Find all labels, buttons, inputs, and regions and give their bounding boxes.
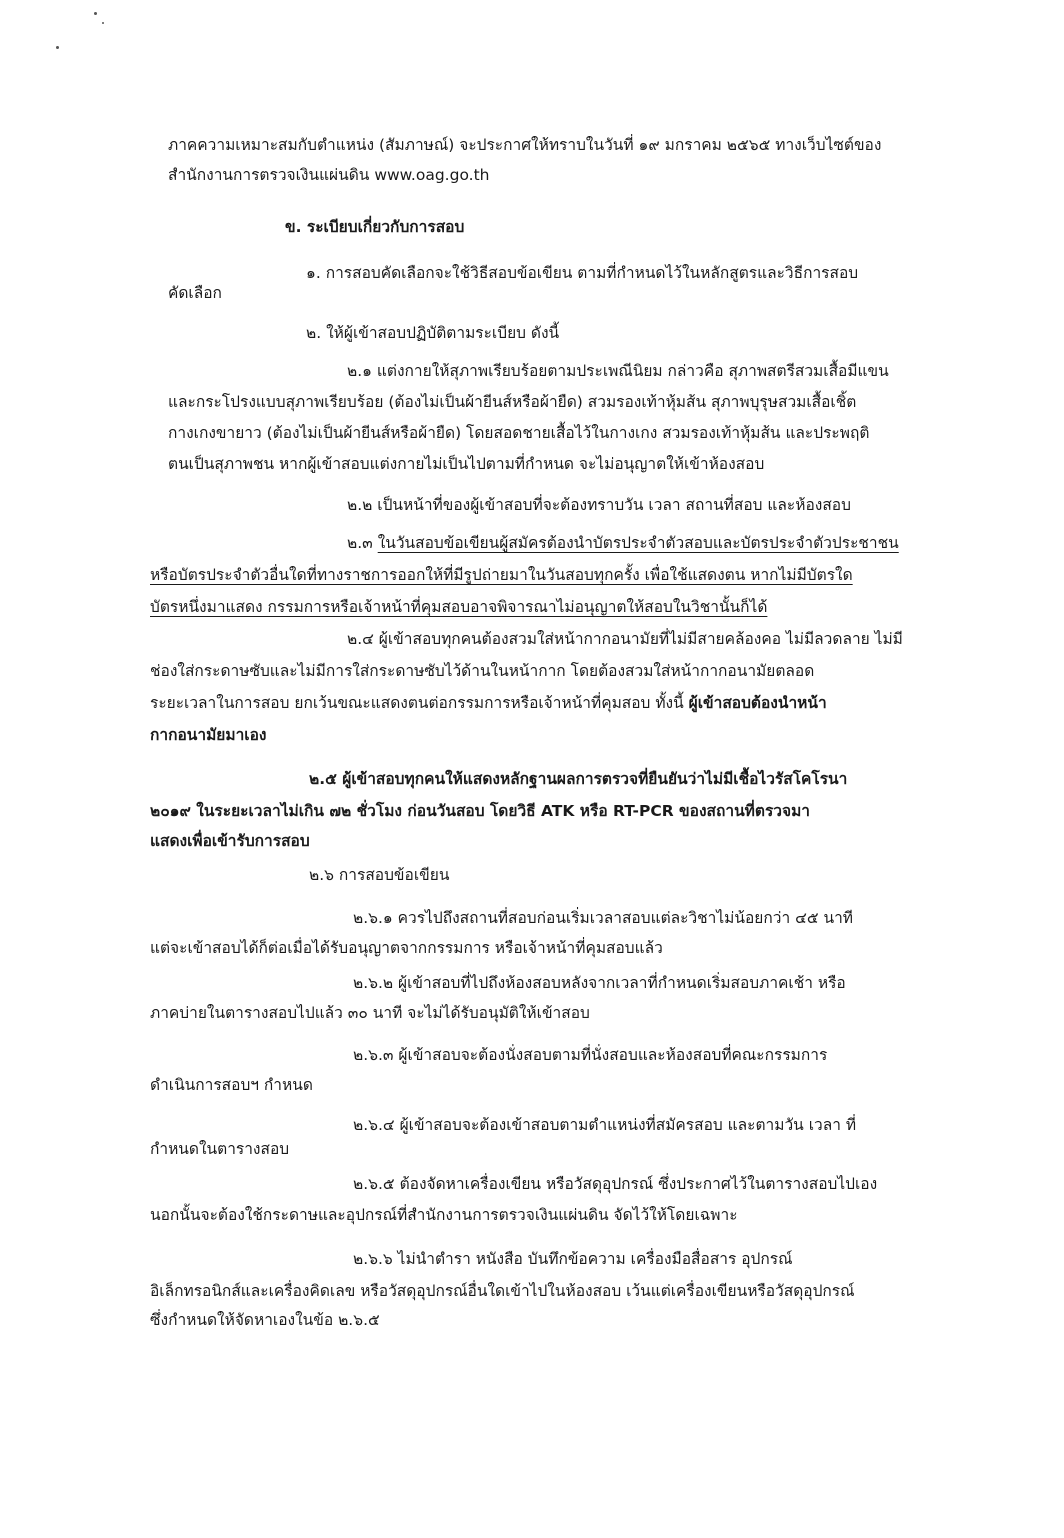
intro-text-1: ภาคความเหมาะสมกับตำแหน่ง (สัมภาษณ์) จะประกาศให้ทราบในวันที่ ๑๙ มกราคม ๒๕๖๕ ทางเว็บไซต์ของ <box>168 136 882 154</box>
rule-2-4-line-2: ช่องใส่กระดาษซับและไม่มีการใส่กระดาษซับไว้ด้านในหน้ากาก โดยต้องสวมใส่หน้ากากอนามัยตลอด <box>150 662 815 680</box>
item-2-heading: ๒. ให้ผู้เข้าสอบปฏิบัติตามระเบียบ ดังนี้ <box>306 324 560 342</box>
rule-2-6-6-line-2: อิเล็กทรอนิกส์และเครื่องคิดเลข หรือวัสดุอุปกรณ์อื่นใดเข้าไปในห้องสอบ เว้นแต่เครื่องเขียนหรือวัสดุอุปกรณ์ <box>150 1282 855 1300</box>
rule-2-4-text-3a: ระยะเวลาในการสอบ ยกเว้นขณะแสดงตนต่อกรรมการหรือเจ้าหน้าที่คุมสอบ ทั้งนี้ <box>150 694 684 712</box>
rule-2-6-5-line-1: ๒.๖.๕ ต้องจัดหาเครื่องเขียน หรือวัสดุอุปกรณ์ ซึ่งประกาศไว้ในตารางสอบไปเอง <box>353 1175 878 1193</box>
rule-2-6-1-line-2: แต่จะเข้าสอบได้ก็ต่อเมื่อได้รับอนุญาตจากกรรมการ หรือเจ้าหน้าที่คุมสอบแล้ว <box>150 939 663 957</box>
rule-2-3-line-1 <box>347 528 899 558</box>
intro-line-1 <box>168 130 940 160</box>
rule-2-6-1-line-1: ๒.๖.๑ ควรไปถึงสถานที่สอบก่อนเริ่มเวลาสอบแต่ละวิชาไม่น้อยกว่า ๔๕ นาที <box>353 909 854 927</box>
rule-2-4-line-1: ๒.๔ ผู้เข้าสอบทุกคนต้องสวมใส่หน้ากากอนามัยที่ไม่มีสายคล้องคอ ไม่มีลวดลาย ไม่มี <box>347 630 903 648</box>
rule-2-6-3-line-1: ๒.๖.๓ ผู้เข้าสอบจะต้องนั่งสอบตามที่นั่งสอบและห้องสอบที่คณะกรรมการ <box>353 1046 828 1064</box>
rule-2-6-2-line-2: ภาคบ่ายในตารางสอบไปแล้ว ๓๐ นาที จะไม่ได้รับอนุมัติให้เข้าสอบ <box>150 1004 590 1022</box>
rule-2-3-line-3: บัตรหนึ่งมาแสดง กรรมการหรือเจ้าหน้าที่คุมสอบอาจพิจารณาไม่อนุญาตให้สอบในวิชานั้นก็ได้ <box>150 598 768 616</box>
rule-2-5-line-1: ๒.๕ ผู้เข้าสอบทุกคนให้แสดงหลักฐานผลการตรวจที่ยืนยันว่าไม่มีเชื้อไวรัสโคโรนา <box>309 770 848 788</box>
rule-2-6-4-line-1: ๒.๖.๔ ผู้เข้าสอบจะต้องเข้าสอบตามตำแหน่งที่สมัครสอบ และตามวัน เวลา ที่ <box>353 1116 857 1134</box>
scan-speck <box>102 22 104 24</box>
rule-2-1-line-3: กางเกงขายาว (ต้องไม่เป็นผ้ายีนส์หรือผ้ายืด) โดยสอดชายเสื้อไว้ในกางเกง สวมรองเท้าหุ้มส้น และประพฤติ <box>168 424 870 442</box>
scan-speck <box>56 46 59 49</box>
rule-2-2-line-1: ๒.๒ เป็นหน้าที่ของผู้เข้าสอบที่จะต้องทราบวัน เวลา สถานที่สอบ และห้องสอบ <box>347 496 851 514</box>
rule-2-6-6-line-1: ๒.๖.๖ ไม่นำตำรา หนังสือ บันทึกข้อความ เครื่องมือสื่อสาร อุปกรณ์ <box>353 1250 793 1268</box>
intro-line-2: สำนักงานการตรวจเงินแผ่นดิน www.oag.go.th <box>168 166 490 184</box>
rule-2-3-text-1: ในวันสอบข้อเขียนผู้สมัครต้องนำบัตรประจำตัวสอบและบัตรประจำตัวประชาชน <box>377 534 899 552</box>
rule-2-5-line-3: แสดงเพื่อเข้ารับการสอบ <box>150 832 310 850</box>
rule-2-4-line-3 <box>150 688 827 718</box>
rule-2-4-line-4: กากอนามัยมาเอง <box>150 726 267 744</box>
rule-2-6-4-line-2: กำหนดในตารางสอบ <box>150 1140 290 1158</box>
rule-2-6-6-line-3: ซึ่งกำหนดให้จัดหาเองในข้อ ๒.๖.๕ <box>150 1311 380 1329</box>
rule-2-6-heading: ๒.๖ การสอบข้อเขียน <box>309 866 450 884</box>
rule-2-5-line-2: ๒๐๑๙ ในระยะเวลาไม่เกิน ๗๒ ชั่วโมง ก่อนวันสอบ โดยวิธี ATK หรือ RT-PCR ของสถานที่ตรวจมา <box>150 802 810 820</box>
item-1-line-2: คัดเลือก <box>168 284 222 302</box>
rule-2-3-line-2: หรือบัตรประจำตัวอื่นใดที่ทางราชการออกให้ที่มีรูปถ่ายมาในวันสอบทุกครั้ง เพื่อใช้แสดงตน หากไม่มีบัตรใด <box>150 566 853 584</box>
scan-speck <box>94 12 97 15</box>
section-heading: ข. ระเบียบเกี่ยวกับการสอบ <box>285 218 465 236</box>
rule-2-1-line-4: ตนเป็นสุภาพชน หากผู้เข้าสอบแต่งกายไม่เป็นไปตามที่กำหนด จะไม่อนุญาตให้เข้าห้องสอบ <box>168 455 765 473</box>
rule-2-4-text-3b: ผู้เข้าสอบต้องนำหน้า <box>688 694 827 712</box>
rule-2-6-3-line-2: ดำเนินการสอบฯ กำหนด <box>150 1076 313 1094</box>
item-1-line-1: ๑. การสอบคัดเลือกจะใช้วิธีสอบข้อเขียน ตามที่กำหนดไว้ในหลักสูตรและวิธีการสอบ <box>306 264 859 282</box>
rule-2-3-number: ๒.๓ <box>347 534 373 552</box>
rule-2-1-line-2: และกระโปรงแบบสุภาพเรียบร้อย (ต้องไม่เป็นผ้ายีนส์หรือผ้ายืด) สวมรองเท้าหุ้มส้น สุภาพบุรุษสวมเสื้อเชิ้ต <box>168 393 857 411</box>
rule-2-6-2-line-1: ๒.๖.๒ ผู้เข้าสอบที่ไปถึงห้องสอบหลังจากเวลาที่กำหนดเริ่มสอบภาคเช้า หรือ <box>353 974 846 992</box>
rule-2-6-5-line-2: นอกนั้นจะต้องใช้กระดาษและอุปกรณ์ที่สำนักงานการตรวจเงินแผ่นดิน จัดไว้ให้โดยเฉพาะ <box>150 1206 738 1224</box>
rule-2-1-line-1: ๒.๑ แต่งกายให้สุภาพเรียบร้อยตามประเพณีนิยม กล่าวคือ สุภาพสตรีสวมเสื้อมีแขน <box>347 362 889 380</box>
